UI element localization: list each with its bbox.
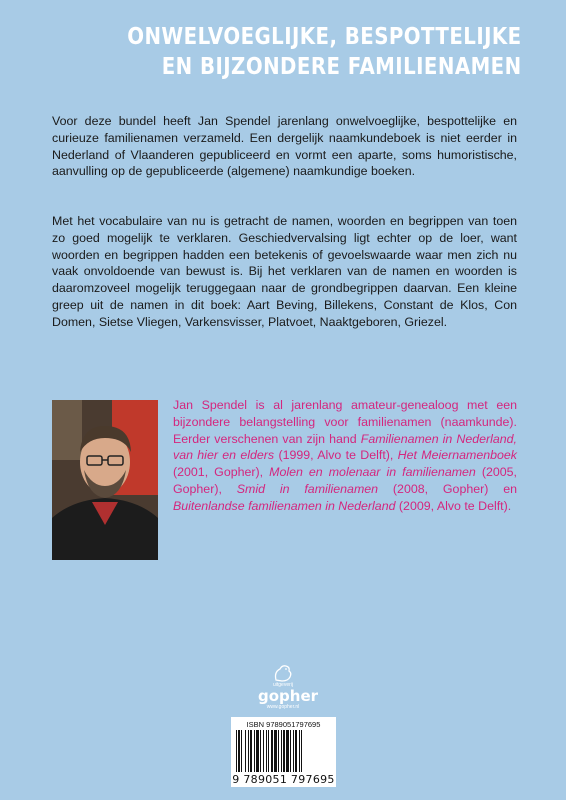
author-photo (52, 400, 158, 560)
title-line-2: EN BIJZONDERE FAMILIENAMEN (162, 54, 522, 80)
bio-book-1: Familienamen in Nederland, van hier en elders (173, 431, 517, 463)
title-line-1: ONWELVOEGLIJKE, BESPOTTELIJKE (127, 24, 522, 50)
description-paragraph-1: Voor deze bundel heeft Jan Spendel jarenlang onwelvoeglijke, bespottelijke en curieuze familienamen verzameld. Een dergelijk naamkundeboek is niet eerder in Nederland of Vlaanderen gepubliceerd en vormt een aparte, soms humoristische, aanvulling op de gepubliceerde (algemene) naamkundige boeken. (52, 114, 517, 179)
barcode-bars (236, 730, 331, 772)
bio-book-4-info: (2008, Gopher) en (378, 481, 518, 496)
bio-book-1-info: (1999, Alvo te Delft), (274, 448, 398, 463)
bio-book-3-info: (2005, Gopher), (173, 465, 518, 496)
author-bio (173, 397, 517, 515)
gopher-animal-icon (272, 664, 294, 682)
bio-intro: Jan Spendel is al jarenlang amateur-genealoog met een bijzondere belangstelling voor familienamen (naamkunde). Eerder verschenen van zijn hand (173, 398, 517, 446)
author-portrait-image (52, 400, 158, 560)
bio-book-5-info: (2009, Alvo te Delft). (395, 498, 512, 513)
publisher-url: www.gopher.nl (266, 704, 300, 710)
book-title (128, 22, 522, 82)
bio-book-5: Buitenlandse familienamen in Nederland (173, 498, 396, 513)
description-paragraph-2: Met het vocabulaire van nu is getracht de namen, woorden en begrippen van toen zo goed mogelijk te verklaren. Geschiedvervalsing ligt echter op de loer, want woorden en begrippen hadden een betekenis of gevoelswaarde waar men zich nu vaak onvoldoende van bewust is. Bij het verklaren van de namen en woorden is daaromzoveel mogelijk teruggegaan naar de grondbegrippen daarvan. Een kleine greep uit de namen in dit boek: Aart Beving, Billekens, Constant de Klos, Con Domen, Sietse Vliegen, Varkensvisser, Platvoet, Naaktgeboren, Griezel. (52, 214, 517, 329)
isbn-barcode (231, 717, 336, 787)
publisher-logo (258, 664, 319, 712)
isbn-label: ISBN 9789051797695 (246, 720, 321, 729)
publisher-name: gopher (258, 687, 319, 705)
bio-book-4: Smid in familienamen (236, 481, 379, 496)
bio-book-2: Het Meiernamenboek (397, 448, 517, 463)
publisher-tagline: uitgeverij (272, 682, 293, 688)
bio-book-3: Molen en molenaar in familienamen (269, 465, 476, 480)
bio-book-2-info: (2001, Gopher), (173, 465, 270, 480)
isbn-digits: 9 789051 797695 (232, 773, 335, 786)
